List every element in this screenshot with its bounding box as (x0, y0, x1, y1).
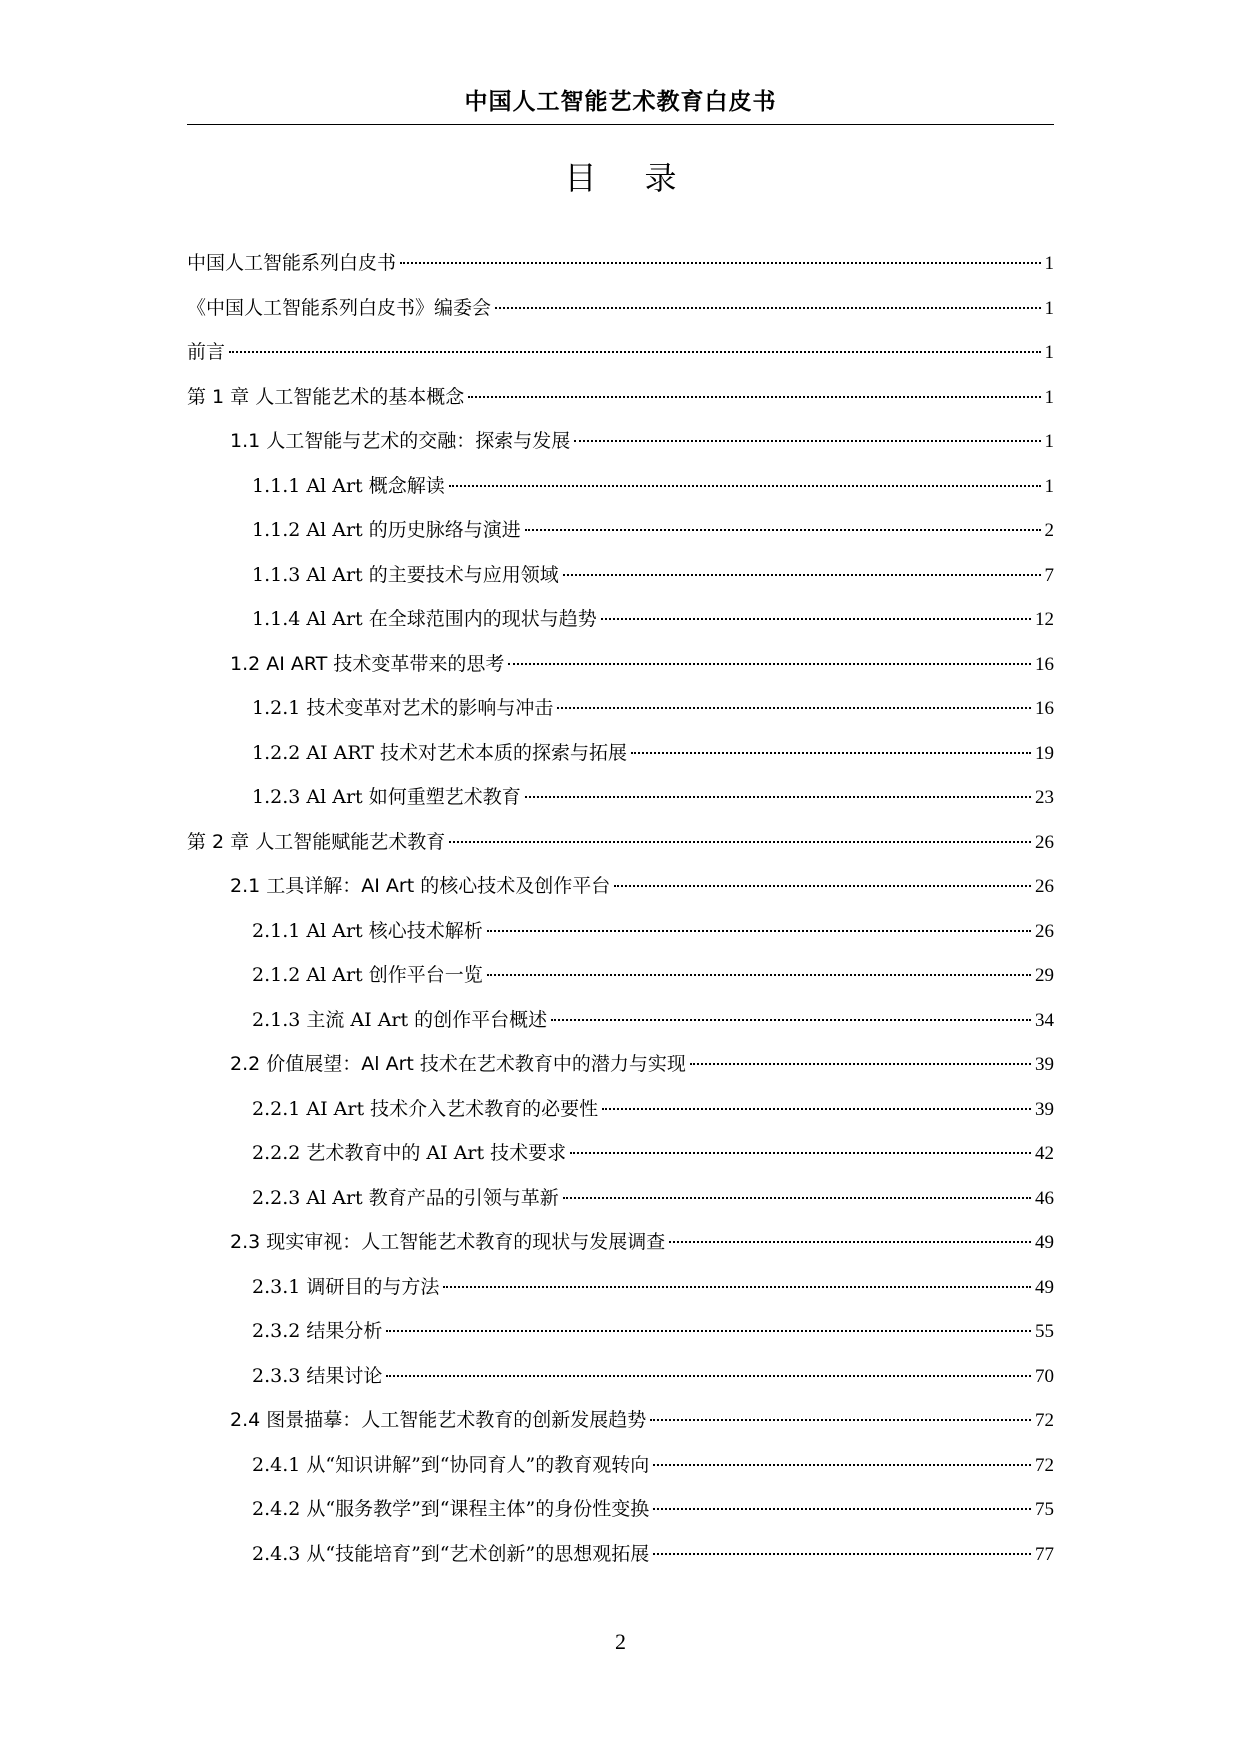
toc-entry-page: 26 (1035, 876, 1054, 897)
toc-entry-title: 2.3.1 调研目的与方法 (252, 1275, 440, 1298)
toc-entry-title: 2.4 图景描摹：人工智能艺术教育的创新发展趋势 (230, 1409, 647, 1431)
dot-leader (449, 841, 1031, 843)
toc-entry-page: 46 (1035, 1187, 1054, 1209)
toc-entry-title: 2.4.3 从“技能培育”到“艺术创新”的思想观拓展 (252, 1542, 650, 1565)
toc-entry[interactable] (187, 649, 1054, 694)
toc-entry-title: 1.1.2 Al Art 的历史脉络与演进 (252, 519, 521, 541)
dot-leader (614, 885, 1031, 887)
toc-title-part2: 录 (644, 159, 677, 197)
dot-leader (229, 351, 1040, 353)
toc-entry[interactable] (187, 382, 1054, 427)
toc-entry-page: 26 (1035, 831, 1054, 853)
dot-leader (570, 1152, 1031, 1154)
dot-leader (487, 974, 1031, 976)
toc-entry-title: 1.1 人工智能与艺术的交融：探索与发展 (230, 430, 571, 452)
toc-entry-title: 2.4.2 从“服务教学”到“课程主体”的身份性变换 (252, 1498, 650, 1520)
toc-entry[interactable] (187, 1494, 1054, 1539)
toc-entry-title: 2.2.2 艺术教育中的 AI Art 技术要求 (252, 1142, 567, 1164)
toc-entry[interactable] (187, 1450, 1054, 1495)
toc-entry-page: 34 (1035, 1009, 1054, 1031)
dot-leader (468, 396, 1040, 398)
dot-leader (443, 1286, 1031, 1288)
toc-entry-page: 16 (1035, 698, 1054, 719)
toc-entry-page: 70 (1035, 1365, 1054, 1387)
toc-entry-title: 1.1.4 Al Art 在全球范围内的现状与趋势 (252, 608, 597, 630)
toc-entry[interactable] (187, 916, 1054, 961)
dot-leader (525, 529, 1041, 531)
dot-leader (508, 663, 1031, 665)
toc-entry-title: 2.4.1 从“知识讲解”到“协同育人”的教育观转向 (252, 1453, 650, 1476)
toc-entry-title: 2.2 价值展望：Al Art 技术在艺术教育中的潜力与实现 (230, 1053, 686, 1075)
toc-entry-page: 55 (1035, 1321, 1054, 1342)
toc-entry[interactable] (187, 827, 1054, 872)
toc-entry[interactable] (187, 1005, 1054, 1050)
toc-entry-title: 2.3.3 结果讨论 (252, 1364, 383, 1387)
toc-entry-page: 2 (1044, 520, 1054, 541)
dot-leader (495, 307, 1040, 309)
dot-leader (551, 1019, 1031, 1021)
toc-entry-page: 1 (1044, 431, 1054, 452)
dot-leader (563, 1197, 1031, 1199)
toc-entry[interactable] (187, 471, 1054, 516)
toc-entry[interactable] (187, 1405, 1054, 1450)
toc-entry[interactable] (187, 1049, 1054, 1094)
dot-leader (631, 752, 1031, 754)
toc-entry-page: 49 (1035, 1276, 1054, 1298)
toc-entry[interactable] (187, 1316, 1054, 1361)
page-number: 2 (615, 1629, 626, 1654)
dot-leader (602, 1108, 1031, 1110)
dot-leader (563, 574, 1041, 576)
toc-entry-title: 2.1.2 Al Art 创作平台一览 (252, 964, 483, 986)
toc-entry[interactable] (187, 738, 1054, 783)
toc-entry-title: 1.1.3 Al Art 的主要技术与应用领域 (252, 563, 559, 586)
toc-entry-title: 第 2 章 人工智能赋能艺术教育 (187, 830, 446, 853)
toc-entry-title: 2.3 现实审视：人工智能艺术教育的现状与发展调查 (230, 1231, 666, 1253)
toc-entry-page: 49 (1035, 1232, 1054, 1253)
toc-entry-page: 75 (1035, 1499, 1054, 1520)
toc-entry-page: 16 (1035, 653, 1054, 675)
toc-entry[interactable] (187, 1227, 1054, 1272)
toc-entry-page: 1 (1044, 475, 1054, 497)
toc-entry-page: 12 (1035, 609, 1054, 630)
dot-leader (487, 930, 1031, 932)
dot-leader (653, 1464, 1031, 1466)
toc-entry-title: 《中国人工智能系列白皮书》编委会 (187, 296, 492, 319)
toc-entry[interactable] (187, 248, 1054, 293)
toc-entry[interactable] (187, 1183, 1054, 1228)
toc-entry[interactable] (187, 560, 1054, 605)
toc-entry[interactable] (187, 604, 1054, 649)
dot-leader (386, 1330, 1031, 1332)
dot-leader (653, 1553, 1031, 1555)
toc-entry[interactable] (187, 426, 1054, 471)
header-rule (187, 124, 1054, 125)
toc-title-part1: 目 (564, 159, 597, 197)
toc-entry-title: 前言 (187, 341, 226, 363)
dot-leader (601, 618, 1031, 620)
toc-entry-title: 1.2.2 AI ART 技术对艺术本质的探索与拓展 (252, 741, 628, 764)
toc-entry-title: 2.1.3 主流 AI Art 的创作平台概述 (252, 1008, 548, 1031)
toc-entry-title: 2.3.2 结果分析 (252, 1320, 383, 1342)
toc-entry-page: 7 (1044, 564, 1054, 586)
dot-leader (574, 440, 1040, 442)
toc-entry[interactable] (187, 293, 1054, 338)
toc-entry[interactable] (187, 693, 1054, 738)
toc-entry-page: 1 (1044, 342, 1054, 363)
toc-entry-page: 72 (1035, 1454, 1054, 1476)
toc-entry-title: 1.2.1 技术变革对艺术的影响与冲击 (252, 697, 554, 719)
toc-entry-title: 1.1.1 Al Art 概念解读 (252, 474, 445, 497)
dot-leader (525, 796, 1031, 798)
toc-entry[interactable] (187, 960, 1054, 1005)
toc-entry-title: 2.2.1 AI Art 技术介入艺术教育的必要性 (252, 1097, 599, 1120)
toc-entry-page: 39 (1035, 1098, 1054, 1120)
dot-leader (557, 707, 1031, 709)
toc-entry-page: 23 (1035, 787, 1054, 808)
toc-entry[interactable] (187, 1539, 1054, 1584)
dot-leader (449, 485, 1041, 487)
toc-entry-page: 19 (1035, 742, 1054, 764)
toc-entry-page: 1 (1044, 386, 1054, 408)
toc-entry-title: 2.1.1 Al Art 核心技术解析 (252, 919, 483, 942)
dot-leader (386, 1375, 1031, 1377)
toc-entry[interactable] (187, 1272, 1054, 1317)
toc-entry-page: 26 (1035, 920, 1054, 942)
toc-entry-page: 77 (1035, 1543, 1054, 1565)
toc-entry[interactable] (187, 1138, 1054, 1183)
toc-entry-page: 72 (1035, 1410, 1054, 1431)
toc-entry-title: 1.2 AI ART 技术变革带来的思考 (230, 652, 505, 675)
toc-entry[interactable] (187, 1094, 1054, 1139)
dot-leader (690, 1063, 1031, 1065)
toc-entry[interactable] (187, 871, 1054, 916)
toc-entry-title: 中国人工智能系列白皮书 (187, 252, 397, 274)
toc-entry[interactable] (187, 337, 1054, 382)
dot-leader (650, 1419, 1031, 1421)
running-header: 中国人工智能艺术教育白皮书 (464, 89, 777, 115)
toc-entry-page: 29 (1035, 965, 1054, 986)
toc-entry[interactable] (187, 515, 1054, 560)
toc-entry-page: 42 (1035, 1143, 1054, 1164)
toc-entry[interactable] (187, 1361, 1054, 1406)
dot-leader (669, 1241, 1031, 1243)
dot-leader (400, 262, 1040, 264)
toc-entry-page: 39 (1035, 1054, 1054, 1075)
toc-entry-title: 第 1 章 人工智能艺术的基本概念 (187, 385, 465, 408)
toc-entry-title: 1.2.3 Al Art 如何重塑艺术教育 (252, 786, 521, 808)
toc-entry[interactable] (187, 782, 1054, 827)
toc-entry-page: 1 (1044, 297, 1054, 319)
toc-title (187, 158, 1054, 198)
toc-entry-title: 2.1 工具详解：AI Art 的核心技术及创作平台 (230, 875, 611, 897)
toc-entry-title: 2.2.3 Al Art 教育产品的引领与革新 (252, 1186, 559, 1209)
dot-leader (653, 1508, 1031, 1510)
toc-list (187, 248, 1054, 1583)
toc-entry-page: 1 (1044, 253, 1054, 274)
